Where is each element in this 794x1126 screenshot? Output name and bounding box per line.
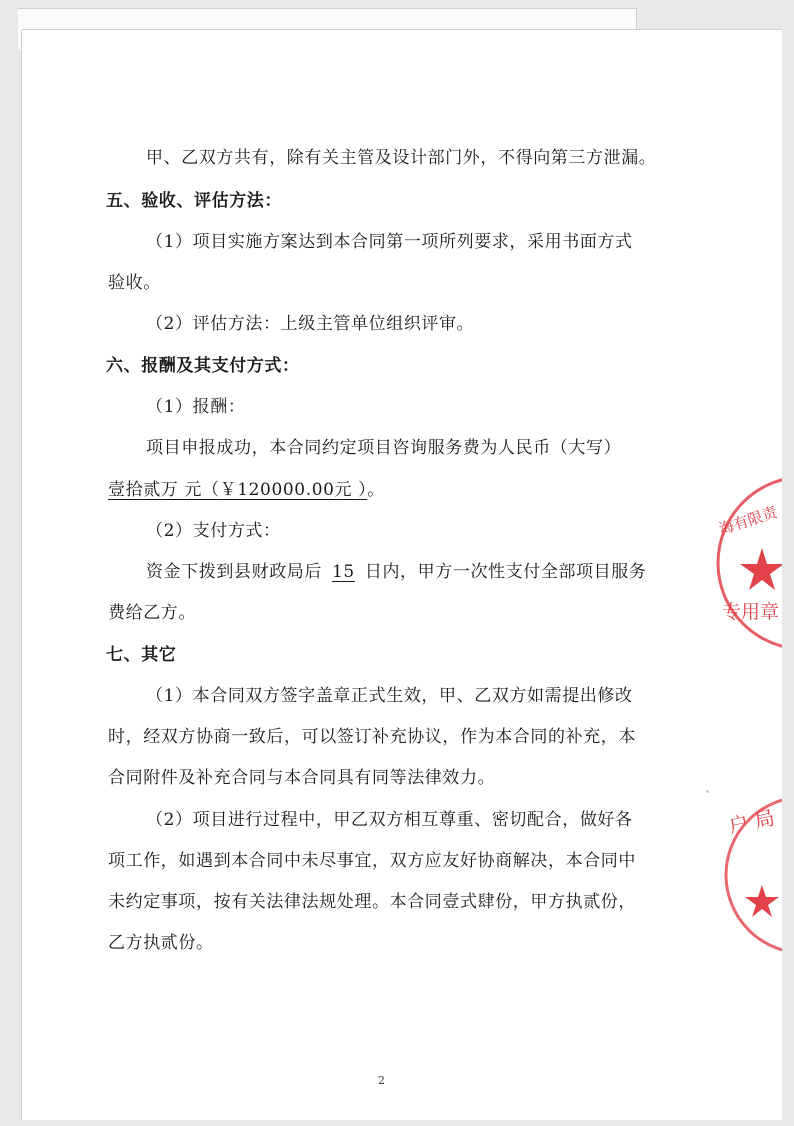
page-number: 2 (378, 1074, 385, 1087)
body-line: （1）报酬： (146, 397, 246, 417)
amount-filled-value: 壹拾贰万 元（￥120000.00元 ） (108, 480, 368, 500)
body-line: 费给乙方。 (108, 603, 196, 623)
section-heading-7: 七、其它 (106, 645, 177, 665)
seal-bottom-text: 专用章 (722, 601, 780, 623)
body-line: 项目申报成功，本合同约定项目咨询服务费为人民币（大写） (146, 438, 622, 458)
document-page (22, 30, 782, 1120)
body-line: （2）评估方法：上级主管单位组织评审。 (146, 314, 475, 334)
section-heading-5: 五、验收、评估方法： (106, 191, 282, 211)
body-line: 验收。 (108, 273, 161, 293)
body-line: 时，经双方协商一致后，可以签订补充协议，作为本合同的补充，本 (108, 727, 636, 747)
official-seal-partial (722, 790, 782, 965)
body-line: （1）项目实施方案达到本合同第一项所列要求，采用书面方式 (146, 232, 633, 252)
body-line: 合同附件及补充合同与本合同具有同等法律效力。 (108, 768, 496, 788)
section-heading-6: 六、报酬及其支付方式： (106, 356, 300, 376)
payment-text-b: 日内，甲方一次性支付全部项目服务 (364, 562, 647, 582)
payment-line (146, 561, 646, 583)
body-line: （2）项目进行过程中，甲乙双方相互尊重、密切配合，做好各 (146, 810, 633, 830)
body-line: 未约定事项，按有关法律法规处理。本合同壹式肆份，甲方执贰份， (108, 892, 636, 912)
body-line: 乙方执贰份。 (108, 933, 214, 953)
body-line: 甲、乙双方共有，除有关主管及设计部门外，不得向第三方泄漏。 (146, 148, 657, 168)
company-seal-partial (712, 470, 782, 660)
body-line: （1）本合同双方签字盖章正式生效，甲、乙双方如需提出修改 (146, 686, 633, 706)
days-filled-value: 15 (332, 562, 355, 582)
seal-arc-text: 海有限责 (716, 502, 780, 539)
body-line: 项工作，如遇到本合同中未尽事宜，双方应友好协商解决，本合同中 (108, 851, 636, 871)
amount-period: 。 (367, 480, 385, 500)
body-line: （2）支付方式： (146, 521, 281, 541)
scan-speck (706, 790, 709, 793)
payment-text-a: 资金下拨到县财政局后 (146, 562, 322, 582)
amount-line (108, 479, 385, 501)
seal-arc-text: 户 局 (726, 805, 777, 839)
